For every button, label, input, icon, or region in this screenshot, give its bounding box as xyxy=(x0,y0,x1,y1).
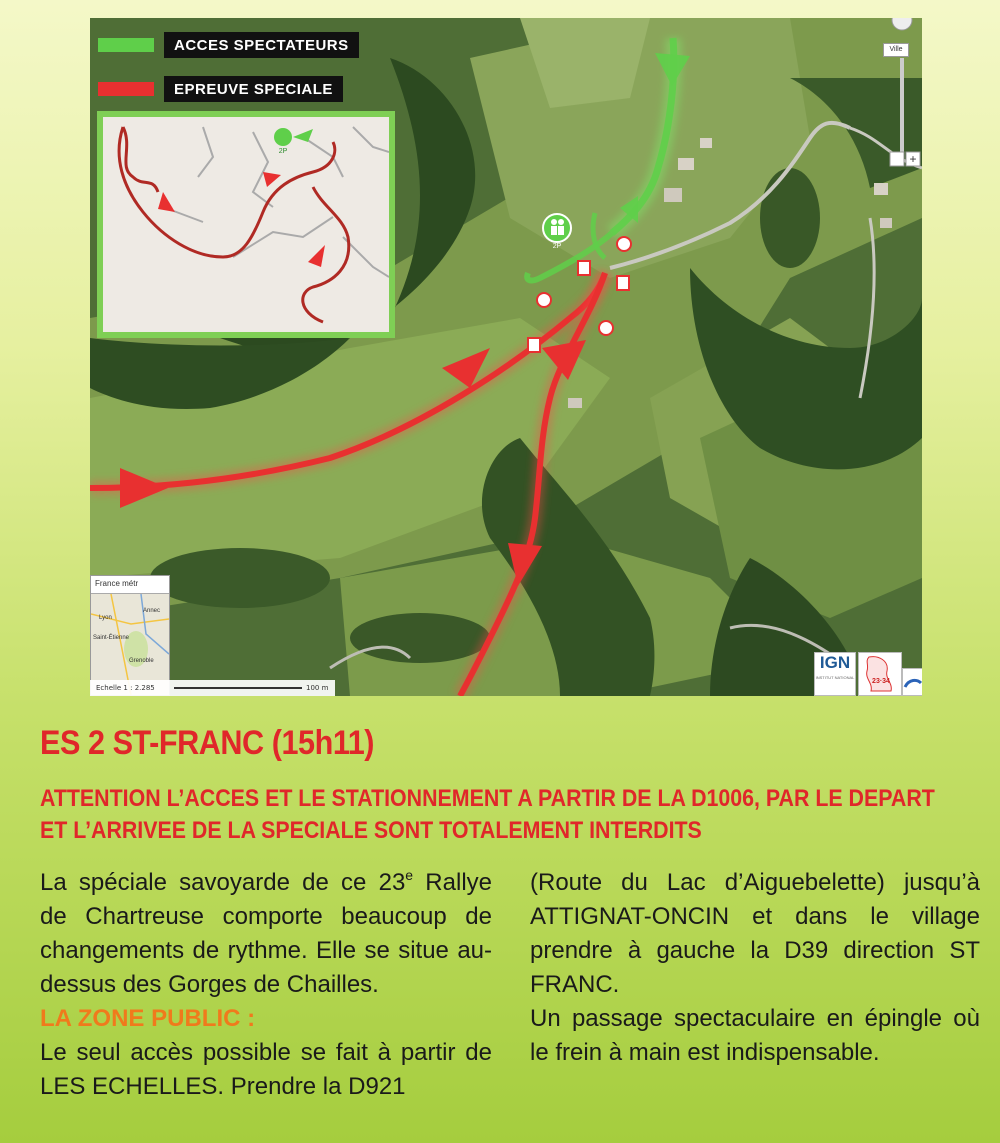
stage-overview-inset xyxy=(97,111,395,338)
svg-text:+: + xyxy=(909,152,917,166)
minimap-place: Lyon xyxy=(99,615,112,621)
rally-logo-text: 23·34 xyxy=(872,678,890,685)
rally-logo xyxy=(858,652,902,696)
scale-line xyxy=(174,687,302,689)
inset-road-map xyxy=(103,117,389,332)
aerial-map[interactable] xyxy=(90,18,922,696)
map-scale-bar xyxy=(90,680,335,696)
legend-label: EPREUVE SPECIALE xyxy=(164,76,343,102)
route-paragraph: (Route du Lac d’Aiguebelette) jusqu’à ATTIGNAT-ONCIN et dans le village prendre à gauche la D39 direction ST FRANC. xyxy=(530,869,980,998)
partner-logo xyxy=(902,668,922,696)
public-zone-heading: LA ZONE PUBLIC : xyxy=(40,1005,256,1032)
zoom-search-icon[interactable] xyxy=(890,152,904,166)
minimap-layer-select[interactable]: France métr xyxy=(91,576,169,594)
legend-spectator-access xyxy=(98,30,359,60)
location-minimap[interactable] xyxy=(90,575,170,696)
parking-label: 2P xyxy=(552,243,562,250)
red-swatch xyxy=(98,82,154,96)
scale-distance: 100 m xyxy=(306,684,329,692)
minimap-place: Saint-Étienne xyxy=(93,635,130,641)
legend-label: ACCES SPECTATEURS xyxy=(164,32,359,58)
minimap-place: Grenoble xyxy=(129,658,154,664)
right-column xyxy=(530,866,980,1070)
ign-logo: IGN INSTITUT NATIONAL xyxy=(814,652,856,696)
spectacle-paragraph: Un passage spectaculaire en épingle où le frein à main est indispensable. xyxy=(530,1005,980,1066)
intro-paragraph: La spéciale savoyarde de ce 23e Rallye de Chartreuse comporte beaucoup de changements de rythme. Elle se situe au-dessus des Gorges de Chailles. xyxy=(40,867,492,998)
minimap-place: Annec xyxy=(143,608,161,614)
green-swatch xyxy=(98,38,154,52)
left-column xyxy=(40,866,492,1104)
stage-title: ES 2 ST-FRANC (15h11) xyxy=(40,724,375,762)
ville-button[interactable]: Ville xyxy=(883,43,909,57)
access-paragraph: Le seul accès possible se fait à partir de LES ECHELLES. Prendre la D921 xyxy=(40,1039,492,1100)
legend-special-stage xyxy=(98,74,343,104)
inset-parking-label: 2P xyxy=(278,148,288,155)
access-warning: ATTENTION L’ACCES ET LE STATIONNEMENT A PARTIR DE LA D1006, PAR LE DEPART ET L’ARRIVEE DE LA SPECIALE SONT TOTALEMENT INTERDITS xyxy=(40,785,935,844)
scale-ratio: Echelle 1 : 2.285 xyxy=(96,684,155,692)
